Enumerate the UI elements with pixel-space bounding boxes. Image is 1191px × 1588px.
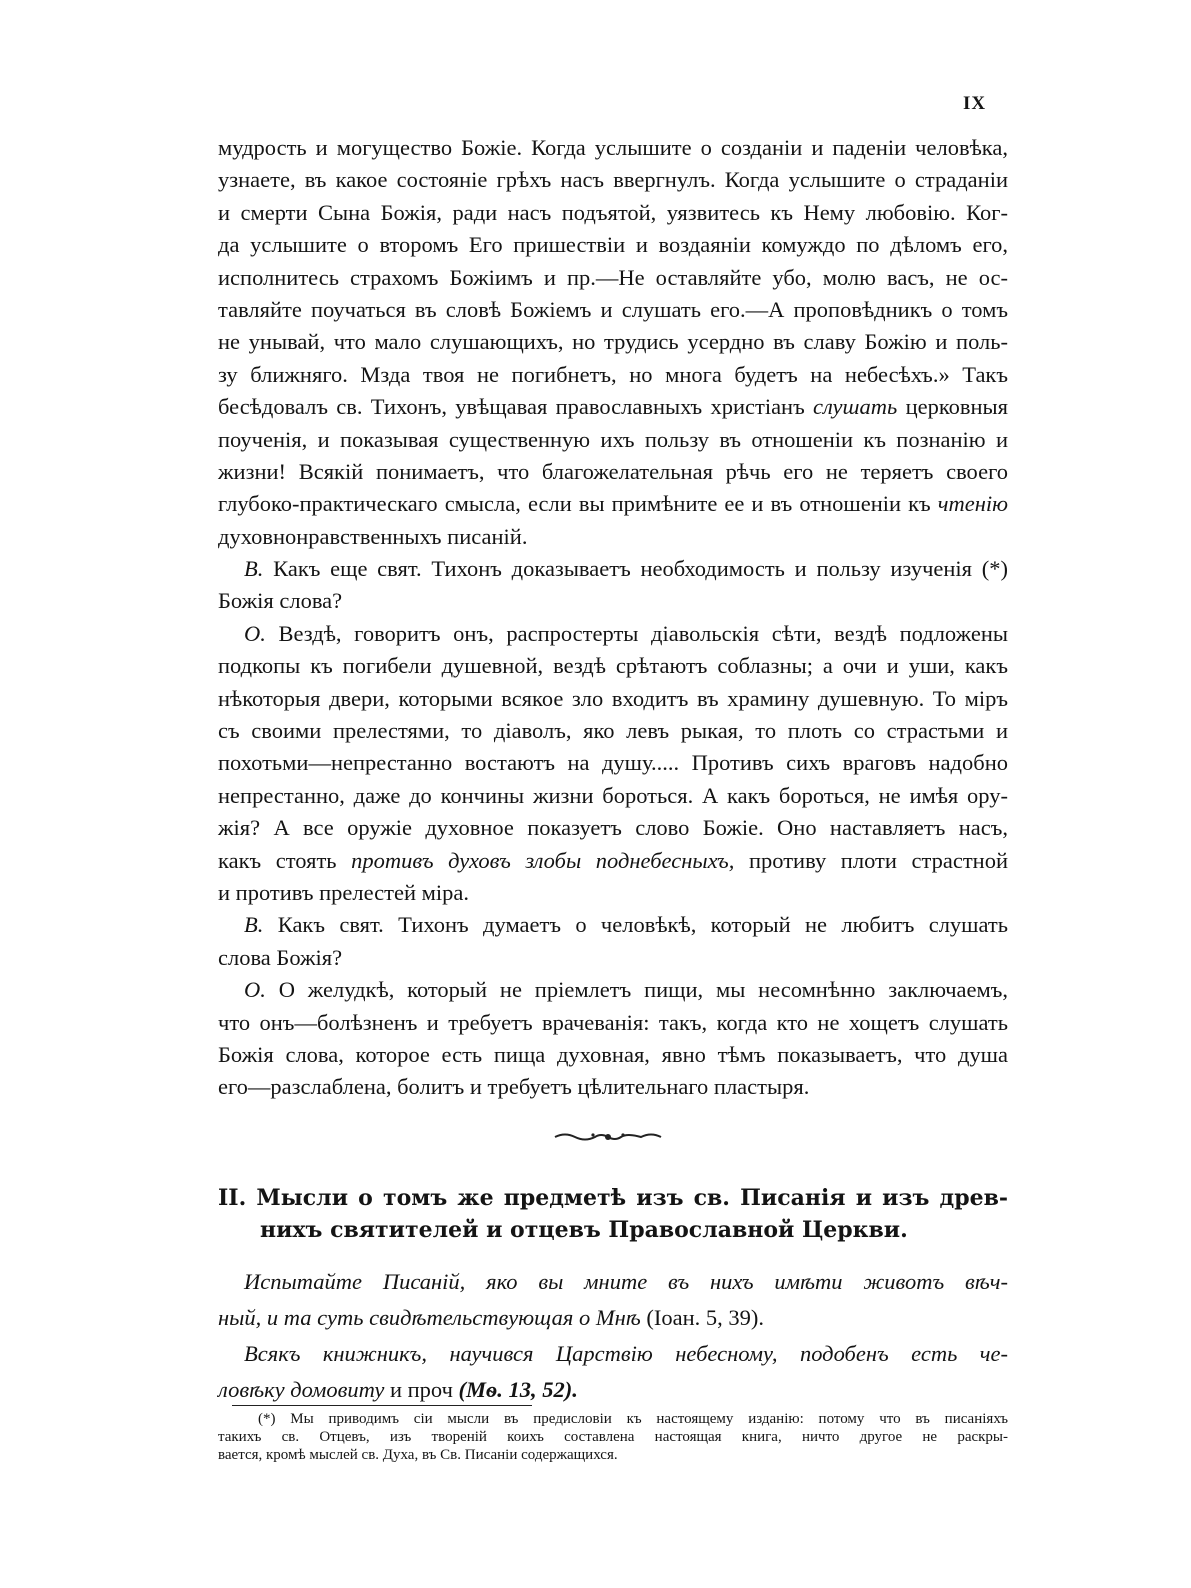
text-fragment: церковныя [905, 394, 1009, 420]
text-fragment: противу плоти страстной [748, 847, 1008, 873]
footnote-divider [232, 1405, 532, 1406]
answer-line: непрестанно, даже до кончины жизни бороться. А какъ бороться, не имѣя ору- [218, 782, 1008, 808]
text-line: исполнитесь страхомъ Божіимъ и пр.—Не оставляйте убо, молю васъ, не ос- [218, 264, 1008, 290]
body-text [218, 132, 1008, 1104]
quote-line: Всякъ книжникъ, научився Царствію небесному, подобенъ есть че- [244, 1341, 1008, 1366]
answer-line: и противъ прелестей міра. [218, 879, 469, 905]
footnote-line: вается, кромѣ мыслей св. Духа, въ Св. Писаніи содержащихся. [218, 1447, 618, 1463]
question-label: В. [244, 912, 264, 938]
answer-line [218, 845, 1008, 877]
text-line: да услышите о второмъ Его пришествіи и воздаяніи комуждо по дѣломъ его, [218, 232, 1008, 258]
text-line [218, 488, 1008, 520]
quote-line: Испытайте Писаній, яко вы мните въ нихъ имѣти животъ вѣч- [244, 1269, 1008, 1294]
quote-reference: (Мѳ. 13, 52). [458, 1377, 578, 1402]
text-line: не унывай, что мало слушающихъ, но трудись усердно въ славу Божію и поль- [218, 329, 1008, 355]
answer-line [218, 618, 1008, 650]
answer-label: О. [244, 620, 266, 646]
answer-line: подкопы къ погибели душевной, вездѣ срѣтаютъ соблазны; а очи и уши, какъ [218, 653, 1008, 679]
question-text: Какъ свят. Тихонъ думаетъ о человѣкѣ, который не любитъ слушать [277, 912, 1008, 938]
answer-line [218, 974, 1008, 1006]
text-line: зу ближняго. Мзда твоя не погибнетъ, но многа будетъ на небесѣхъ.» Такъ [218, 361, 1008, 387]
italic-phrase: ный, и та суть свидѣтельствующая о Мнѣ [218, 1305, 641, 1330]
footnote-line: (*) Мы приводимъ сіи мысли въ предисловіи къ настоящему изданію: потому что въ писаніяхъ [258, 1411, 1008, 1427]
text-fragment: бесѣдовалъ св. Тихонъ, увѣщавая православныхъ христіанъ [218, 394, 805, 420]
question-text: Какъ еще свят. Тихонъ доказываетъ необходимость и пользу изученія (*) [273, 556, 1008, 582]
answer-text: Вездѣ, говоритъ онъ, распростерты діавольскія сѣти, вездѣ подложены [278, 620, 1009, 646]
answer-line: нѣкоторыя двери, которыми всякое зло входитъ въ храмину душевную. То міръ [218, 685, 1008, 711]
text-line: мудрость и могущество Божіе. Когда услышите о созданіи и паденіи человѣка, [218, 135, 1008, 160]
text-line [218, 391, 1008, 423]
text-fragment: и проч [389, 1377, 453, 1402]
text-fragment: глубоко-практическаго смысла, если вы примѣните ее и въ отношеніи къ [218, 491, 931, 517]
quote-line [218, 1372, 1008, 1408]
text-line: поученія, и показывая существенную ихъ пользу въ отношеніи къ познанію и [218, 426, 1008, 452]
quote-reference: (Іоан. 5, 39). [646, 1305, 765, 1330]
question-label: В. [244, 556, 264, 582]
answer-line: съ своими прелестями, то діаволъ, яко левъ рыкая, то плоть со страстьми и [218, 718, 1008, 744]
italic-word: чтенію [937, 491, 1009, 517]
text-line: узнаете, въ какое состояніе грѣхъ насъ ввергнулъ. Когда услышите о страданіи [218, 167, 1008, 193]
footnote-line: такихъ св. Отцевъ, изъ твореній коихъ составлена настоящая книга, ничто другое не раскры- [218, 1429, 1008, 1445]
question-line [218, 909, 1008, 941]
heading-line: II. Мысли о томъ же предметѣ изъ св. Писанія и изъ древ- [218, 1185, 1008, 1211]
answer-line: похотьми—непрестанно востаютъ на душу..... Противъ сихъ враговъ надобно [218, 750, 1008, 776]
section-heading [218, 1182, 1008, 1246]
text-line: тавляйте поучаться въ словѣ Божіемъ и слушать его.—А проповѣдникъ о томъ [218, 296, 1008, 322]
ornament-divider-icon [553, 1130, 663, 1144]
question-line: слова Божія? [218, 944, 343, 970]
italic-word: слушать [813, 394, 898, 420]
answer-text: О желудкѣ, который не пріемлетъ пищи, мы несомнѣнно заключаемъ, [278, 977, 1009, 1003]
quote-line [218, 1300, 1008, 1336]
answer-label: О. [244, 977, 266, 1003]
footnote [218, 1410, 1008, 1464]
text-line: и смерти Сына Божія, ради насъ подъятой, уязвитесь къ Нему любовію. Ког- [218, 199, 1008, 225]
text-fragment: какъ стоять [218, 847, 337, 873]
text-line: духовнонравственныхъ писаній. [218, 523, 528, 549]
answer-line: жія? А все оружіе духовное показуетъ слово Божіе. Оно наставляетъ насъ, [218, 815, 1008, 841]
heading-line: нихъ святителей и отцевъ Православной Церкви. [260, 1217, 908, 1243]
answer-line: его—разслаблена, болитъ и требуетъ цѣлительнаго пластыря. [218, 1074, 810, 1100]
answer-line: Божія слова, которое есть пища духовная, явно тѣмъ показываетъ, что душа [218, 1041, 1008, 1067]
question-line: Божія слова? [218, 588, 343, 614]
italic-phrase: ловѣку домовиту [218, 1377, 385, 1402]
answer-line: что онъ—болѣзненъ и требуетъ врачеванія: такъ, когда кто не хощетъ слушать [218, 1009, 1008, 1035]
italic-phrase: противъ духовъ злобы поднебесныхъ, [351, 847, 735, 873]
scripture-quotes [218, 1264, 1008, 1408]
page-number: IX [963, 93, 987, 114]
text-line: жизни! Всякій понимаетъ, что благожелательная рѣчь его не теряетъ своего [218, 458, 1008, 484]
question-line [218, 553, 1008, 585]
